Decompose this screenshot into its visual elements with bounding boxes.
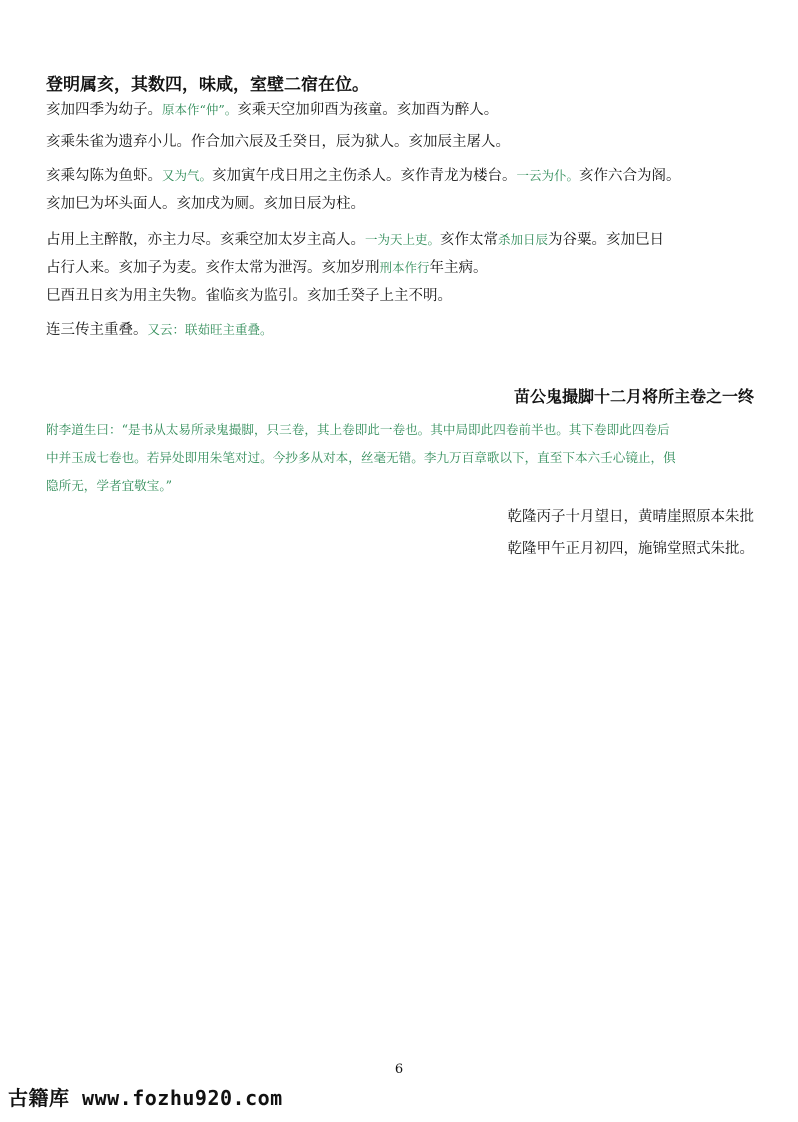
text-segment: 亥乘朱雀为遗弃小儿。作合加六辰及壬癸日，辰为狱人。亥加辰主屠人。 <box>46 134 510 150</box>
text-segment: 亥乘勾陈为鱼虾。 <box>46 168 162 184</box>
postscript-line: 附李道生曰：“是书从太易所录鬼撮脚，只三卷，其上卷即此一卷也。其中局即此四卷前半也。其下卷即此四卷后 <box>46 422 670 437</box>
paragraph-line <box>46 254 758 282</box>
annotation-note: 又为气。 <box>162 168 213 183</box>
text-segment: 为谷粟。亥加巳日 <box>548 232 665 248</box>
postscript-line: 隐所无，学者宜敬宝。” <box>46 478 173 493</box>
paragraph-line <box>46 162 758 190</box>
paragraph <box>46 162 758 218</box>
text-segment: 亥加四季为幼子。 <box>46 102 162 118</box>
annotation-note: 一为天上吏。 <box>365 232 441 247</box>
paragraph <box>46 282 758 310</box>
annotation-note: 又云：联茹旺主重叠。 <box>147 322 273 337</box>
paragraph-line <box>46 226 758 254</box>
paragraph <box>46 226 758 282</box>
annotation-note: 刑本作行 <box>379 260 430 275</box>
text-segment: 亥加巳为坏头面人。亥加戌为厕。亥加日辰为柱。 <box>46 196 365 212</box>
signature-line: 乾隆丙子十月望日，黄晴崖照原本朱批 <box>507 509 754 525</box>
volume-end-title: 苗公鬼撮脚十二月将所主卷之一终 <box>513 387 754 406</box>
paragraph <box>46 96 758 124</box>
paragraph <box>46 128 758 156</box>
paragraph <box>46 316 758 344</box>
annotation-note: 杀加日辰 <box>498 232 549 247</box>
text-segment: 连三传主重叠。 <box>46 322 148 338</box>
text-segment: 占行人来。亥加子为麦。亥作太常为泄泻。亥加岁刑 <box>46 260 380 276</box>
section-heading: 登明属亥，其数四，味咸，室壁二宿在位。 <box>46 75 369 95</box>
text-segment: 亥作太常 <box>440 232 499 248</box>
annotation-note: 原本作“仲”。 <box>162 102 238 117</box>
signature-line: 乾隆甲午正月初四，施锦堂照式朱批。 <box>507 541 754 557</box>
page-number: 6 <box>394 1062 404 1077</box>
text-segment: 亥加寅午戌日用之主伤杀人。亥作青龙为楼台。 <box>212 168 517 184</box>
site-watermark: 古籍库 www.fozhu920.com <box>8 1086 283 1110</box>
text-segment: 巳酉丑日亥为用主失物。雀临亥为监引。亥加壬癸子上主不明。 <box>46 288 452 304</box>
postscript-note <box>46 416 758 500</box>
paragraph-line <box>46 282 758 310</box>
text-segment: 亥乘天空加卯酉为孩童。亥加酉为醉人。 <box>237 102 499 118</box>
text-segment: 年主病。 <box>429 260 488 276</box>
paragraph-line <box>46 316 758 344</box>
paragraph-line <box>46 128 758 156</box>
postscript-line: 中并玉成七卷也。若异处即用朱笔对过。今抄多从对本，丝毫无错。李九万百章歌以下，直至下本六壬心镜止，俱 <box>46 450 676 465</box>
paragraph-line <box>46 190 758 218</box>
paragraph-line <box>46 96 758 124</box>
text-segment: 占用上主醉散，亦主力尽。亥乘空加太岁主高人。 <box>46 232 365 248</box>
annotation-note: 一云为仆。 <box>516 168 580 183</box>
text-segment: 亥作六合为阁。 <box>579 168 681 184</box>
